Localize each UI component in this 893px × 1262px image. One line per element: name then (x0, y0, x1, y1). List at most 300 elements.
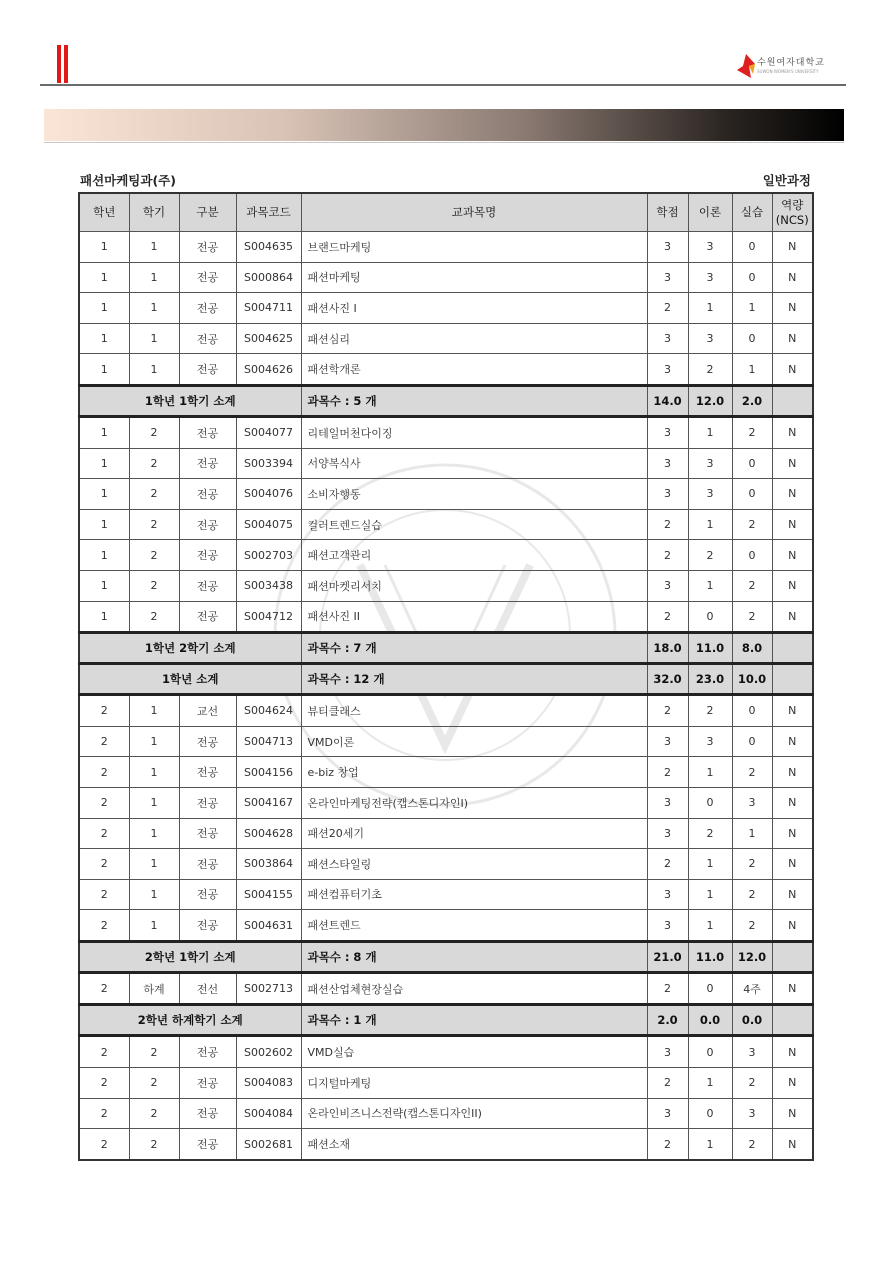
table-cell: S003438 (236, 570, 301, 601)
table-row (79, 354, 813, 386)
table-cell: 3 (647, 726, 688, 757)
subtotal-credits: 14.0 (647, 385, 688, 416)
table-cell: 전공 (179, 787, 236, 818)
table-cell: 1 (688, 509, 732, 540)
subtotal-label: 2학년 1학기 소계 (79, 941, 301, 972)
table-cell: 전공 (179, 448, 236, 479)
column-header: 이론 (688, 193, 732, 232)
table-cell: 2 (79, 910, 129, 942)
table-cell: N (772, 757, 813, 788)
table-cell: 2 (79, 1129, 129, 1160)
table-cell: 서양복식사 (301, 448, 647, 479)
table-cell: 하계 (129, 972, 179, 1005)
table-cell: S000864 (236, 262, 301, 293)
subtotal-empty (772, 941, 813, 972)
table-cell: S004155 (236, 879, 301, 910)
column-header: 구분 (179, 193, 236, 232)
table-cell: 1 (732, 818, 772, 849)
table-cell: 패션심리 (301, 323, 647, 354)
subtotal-empty (772, 1005, 813, 1036)
table-cell: 2 (129, 570, 179, 601)
table-cell: 3 (688, 448, 732, 479)
table-cell: N (772, 323, 813, 354)
table-cell: 전선 (179, 972, 236, 1005)
table-cell: S004626 (236, 354, 301, 386)
table-cell: 1 (688, 416, 732, 448)
university-logo (737, 52, 845, 82)
table-cell: 1 (129, 232, 179, 263)
table-cell: S004712 (236, 601, 301, 633)
table-cell: 0 (688, 1098, 732, 1129)
table-cell: N (772, 293, 813, 324)
table-cell: 1 (129, 787, 179, 818)
table-cell: 2 (647, 1129, 688, 1160)
table-cell: 1 (129, 910, 179, 942)
table-cell: 1 (79, 479, 129, 510)
table-cell: 전공 (179, 818, 236, 849)
table-cell: 패션트렌드 (301, 910, 647, 942)
table-cell: S004083 (236, 1068, 301, 1099)
subtotal-count: 과목수 : 7 개 (301, 633, 647, 664)
table-cell: 3 (647, 787, 688, 818)
table-cell: N (772, 1068, 813, 1099)
table-cell: 2 (647, 293, 688, 324)
table-row (79, 1129, 813, 1160)
table-cell: VMD실습 (301, 1036, 647, 1068)
table-cell: 1 (79, 540, 129, 571)
table-cell: N (772, 879, 813, 910)
table-cell: 1 (129, 849, 179, 880)
table-cell: 1 (79, 323, 129, 354)
table-cell: 2 (129, 1036, 179, 1068)
table-cell: 전공 (179, 293, 236, 324)
subtotal-theory: 0.0 (688, 1005, 732, 1036)
table-cell: 2 (732, 879, 772, 910)
table-cell: 3 (688, 232, 732, 263)
table-cell: N (772, 726, 813, 757)
table-cell: 전공 (179, 910, 236, 942)
table-cell: 2 (129, 509, 179, 540)
table-cell: 2 (79, 1036, 129, 1068)
table-cell: 전공 (179, 601, 236, 633)
table-cell: 리테일머천다이징 (301, 416, 647, 448)
table-cell: 3 (647, 323, 688, 354)
column-header: 과목코드 (236, 193, 301, 232)
table-cell: 2 (732, 1129, 772, 1160)
table-cell: 2 (129, 479, 179, 510)
table-cell: S002681 (236, 1129, 301, 1160)
table-cell: 1 (732, 293, 772, 324)
table-cell: 2 (79, 879, 129, 910)
table-cell: 3 (647, 910, 688, 942)
table-cell: 2 (129, 601, 179, 633)
table-cell: S002703 (236, 540, 301, 571)
table-cell: 3 (647, 232, 688, 263)
table-cell: 교선 (179, 695, 236, 727)
table-cell: 전공 (179, 1098, 236, 1129)
subtotal-row (79, 664, 813, 695)
table-cell: 1 (688, 757, 732, 788)
table-cell: 1 (79, 448, 129, 479)
table-cell: 3 (688, 726, 732, 757)
table-cell: 3 (732, 787, 772, 818)
table-cell: 2 (732, 910, 772, 942)
table-cell: 0 (732, 448, 772, 479)
subtotal-practice: 8.0 (732, 633, 772, 664)
table-cell: S004631 (236, 910, 301, 942)
table-cell: 2 (732, 416, 772, 448)
subtotal-theory: 23.0 (688, 664, 732, 695)
table-cell: 1 (688, 879, 732, 910)
table-row (79, 448, 813, 479)
table-row (79, 601, 813, 633)
table-cell: 2 (647, 1068, 688, 1099)
table-cell: 전공 (179, 879, 236, 910)
table-cell: N (772, 416, 813, 448)
subtotal-practice: 10.0 (732, 664, 772, 695)
table-cell: N (772, 972, 813, 1005)
logo-text: 수원여자대학교 (757, 58, 825, 68)
table-header-row (79, 193, 813, 232)
subtotal-count: 과목수 : 8 개 (301, 941, 647, 972)
table-cell: 1 (79, 601, 129, 633)
subtotal-empty (772, 664, 813, 695)
table-cell: 전공 (179, 262, 236, 293)
table-cell: 전공 (179, 540, 236, 571)
header-divider (40, 84, 846, 86)
university-emblem-icon (737, 54, 755, 78)
column-header: 학년 (79, 193, 129, 232)
table-cell: 패션사진 II (301, 601, 647, 633)
table-cell: 2 (129, 540, 179, 571)
table-cell: 0 (732, 695, 772, 727)
table-cell: 3 (647, 416, 688, 448)
subtotal-label: 1학년 소계 (79, 664, 301, 695)
subtotal-practice: 12.0 (732, 941, 772, 972)
table-cell: S003394 (236, 448, 301, 479)
table-cell: 2 (647, 695, 688, 727)
table-cell: 1 (79, 354, 129, 386)
table-cell: 전공 (179, 354, 236, 386)
table-cell: 2 (79, 972, 129, 1005)
table-cell: 전공 (179, 323, 236, 354)
table-cell: N (772, 1129, 813, 1160)
table-cell: 0 (688, 972, 732, 1005)
table-cell: 전공 (179, 232, 236, 263)
table-cell: 온라인마케팅전략(캡스톤디자인I) (301, 787, 647, 818)
table-row (79, 726, 813, 757)
subtotal-row (79, 385, 813, 416)
table-cell: 전공 (179, 757, 236, 788)
table-row (79, 540, 813, 571)
table-cell: 4주 (732, 972, 772, 1005)
table-cell: 2 (732, 757, 772, 788)
table-row (79, 695, 813, 727)
table-cell: 2 (688, 540, 732, 571)
table-cell: 2 (79, 787, 129, 818)
table-cell: N (772, 787, 813, 818)
table-cell: 1 (688, 1129, 732, 1160)
table-cell: 패션마케팅 (301, 262, 647, 293)
table-cell: 1 (129, 262, 179, 293)
table-row (79, 509, 813, 540)
table-row (79, 910, 813, 942)
table-cell: 2 (129, 416, 179, 448)
table-cell: 패션산업체현장실습 (301, 972, 647, 1005)
table-cell: 패션학개론 (301, 354, 647, 386)
subtotal-count: 과목수 : 1 개 (301, 1005, 647, 1036)
table-cell: 2 (79, 818, 129, 849)
table-cell: 2 (79, 849, 129, 880)
table-cell: 2 (79, 726, 129, 757)
table-cell: 2 (688, 354, 732, 386)
table-cell: 1 (688, 910, 732, 942)
table-cell: 2 (732, 1068, 772, 1099)
table-row (79, 416, 813, 448)
table-cell: N (772, 849, 813, 880)
table-cell: 3 (688, 262, 732, 293)
table-cell: 0 (688, 1036, 732, 1068)
header-accent-bar (57, 45, 61, 83)
table-cell: 2 (79, 757, 129, 788)
table-cell: S004075 (236, 509, 301, 540)
table-cell: S002713 (236, 972, 301, 1005)
table-cell: N (772, 1098, 813, 1129)
table-cell: 1 (79, 570, 129, 601)
subtotal-row (79, 633, 813, 664)
table-cell: 3 (688, 323, 732, 354)
table-cell: 패션스타일링 (301, 849, 647, 880)
table-cell: 2 (647, 601, 688, 633)
table-cell: 3 (647, 262, 688, 293)
table-cell: N (772, 818, 813, 849)
table-cell: 2 (688, 818, 732, 849)
table-cell: 컬러트렌드실습 (301, 509, 647, 540)
table-cell: 2 (129, 1068, 179, 1099)
subtotal-practice: 2.0 (732, 385, 772, 416)
table-cell: 2 (129, 1129, 179, 1160)
table-cell: N (772, 910, 813, 942)
table-cell: S004625 (236, 323, 301, 354)
table-row (79, 879, 813, 910)
table-cell: 0 (732, 262, 772, 293)
table-cell: 1 (129, 757, 179, 788)
table-cell: 3 (647, 818, 688, 849)
table-cell: 1 (79, 509, 129, 540)
table-cell: 3 (647, 879, 688, 910)
table-row (79, 1098, 813, 1129)
table-cell: 2 (647, 509, 688, 540)
table-cell: N (772, 695, 813, 727)
table-cell: 1 (129, 818, 179, 849)
table-cell: 0 (688, 601, 732, 633)
table-cell: 2 (129, 448, 179, 479)
column-header: 학기 (129, 193, 179, 232)
table-cell: 1 (129, 293, 179, 324)
subtotal-practice: 0.0 (732, 1005, 772, 1036)
table-cell: 2 (732, 849, 772, 880)
table-cell: 3 (647, 570, 688, 601)
subtotal-count: 과목수 : 12 개 (301, 664, 647, 695)
table-cell: 전공 (179, 1036, 236, 1068)
table-cell: S004084 (236, 1098, 301, 1129)
department-title: 패션마케팅과(주) (80, 173, 176, 188)
table-cell: N (772, 570, 813, 601)
table-cell: 2 (79, 1068, 129, 1099)
subtotal-count: 과목수 : 5 개 (301, 385, 647, 416)
subtotal-empty (772, 633, 813, 664)
table-cell: 전공 (179, 479, 236, 510)
table-cell: e-biz 창업 (301, 757, 647, 788)
table-cell: 3 (647, 1036, 688, 1068)
table-cell: 전공 (179, 1129, 236, 1160)
table-cell: 0 (732, 232, 772, 263)
table-cell: 3 (647, 448, 688, 479)
table-cell: 2 (79, 695, 129, 727)
table-cell: 1 (79, 416, 129, 448)
table-row (79, 232, 813, 263)
table-cell: 패션20세기 (301, 818, 647, 849)
table-cell: 1 (688, 293, 732, 324)
table-cell: 전공 (179, 570, 236, 601)
table-cell: S004711 (236, 293, 301, 324)
table-cell: 1 (688, 570, 732, 601)
table-row (79, 570, 813, 601)
table-cell: N (772, 448, 813, 479)
subtotal-label: 2학년 하계학기 소계 (79, 1005, 301, 1036)
table-cell: N (772, 262, 813, 293)
subtotal-empty (772, 385, 813, 416)
table-cell: 0 (732, 323, 772, 354)
subtotal-theory: 11.0 (688, 633, 732, 664)
table-cell: S004167 (236, 787, 301, 818)
table-row (79, 1068, 813, 1099)
subtotal-row (79, 941, 813, 972)
table-cell: 뷰티클래스 (301, 695, 647, 727)
table-cell: 1 (79, 232, 129, 263)
table-cell: S004076 (236, 479, 301, 510)
table-cell: 0 (732, 540, 772, 571)
table-cell: 1 (129, 879, 179, 910)
table-cell: 1 (688, 849, 732, 880)
table-cell: 패션사진 I (301, 293, 647, 324)
header-accent-bar (64, 45, 68, 83)
table-row (79, 972, 813, 1005)
table-cell: 3 (732, 1036, 772, 1068)
table-cell: S004624 (236, 695, 301, 727)
table-cell: 1 (129, 323, 179, 354)
course-type-label: 일반과정 (762, 173, 811, 188)
table-cell: 1 (129, 695, 179, 727)
table-cell: 1 (732, 354, 772, 386)
table-cell: 2 (732, 601, 772, 633)
band-divider (44, 142, 844, 143)
table-cell: 패션고객관리 (301, 540, 647, 571)
table-cell: 소비자행동 (301, 479, 647, 510)
subtotal-credits: 32.0 (647, 664, 688, 695)
table-cell: 1 (129, 726, 179, 757)
table-cell: 2 (688, 695, 732, 727)
table-cell: 2 (647, 540, 688, 571)
subtotal-theory: 12.0 (688, 385, 732, 416)
column-header: 역량 (NCS) (772, 193, 813, 232)
subtotal-credits: 2.0 (647, 1005, 688, 1036)
subtotal-credits: 21.0 (647, 941, 688, 972)
table-cell: 1 (129, 354, 179, 386)
table-cell: N (772, 1036, 813, 1068)
table-row (79, 293, 813, 324)
table-cell: VMD이론 (301, 726, 647, 757)
table-cell: 브랜드마케팅 (301, 232, 647, 263)
curriculum-table (78, 192, 814, 1161)
table-cell: 3 (647, 479, 688, 510)
column-header: 실습 (732, 193, 772, 232)
table-cell: S004628 (236, 818, 301, 849)
table-cell: N (772, 540, 813, 571)
table-cell: 전공 (179, 849, 236, 880)
table-cell: S004635 (236, 232, 301, 263)
table-cell: 3 (647, 354, 688, 386)
subtotal-label: 1학년 1학기 소계 (79, 385, 301, 416)
table-cell: 2 (732, 570, 772, 601)
table-cell: 3 (732, 1098, 772, 1129)
table-cell: 1 (688, 1068, 732, 1099)
subtotal-credits: 18.0 (647, 633, 688, 664)
title-band (44, 109, 844, 141)
table-cell: N (772, 601, 813, 633)
table-cell: S003864 (236, 849, 301, 880)
table-row (79, 262, 813, 293)
table-cell: 온라인비즈니스전략(캡스톤디자인II) (301, 1098, 647, 1129)
table-row (79, 479, 813, 510)
column-header: 학점 (647, 193, 688, 232)
table-row (79, 787, 813, 818)
table-cell: 패션마켓리서치 (301, 570, 647, 601)
table-cell: 2 (647, 972, 688, 1005)
subtotal-row (79, 1005, 813, 1036)
table-cell: N (772, 509, 813, 540)
logo-subtext: SUWON WOMEN'S UNIVERSITY (757, 69, 819, 74)
table-cell: 디지털마케팅 (301, 1068, 647, 1099)
table-row (79, 849, 813, 880)
table-cell: 전공 (179, 509, 236, 540)
table-cell: S002602 (236, 1036, 301, 1068)
subtotal-label: 1학년 2학기 소계 (79, 633, 301, 664)
table-cell: 전공 (179, 1068, 236, 1099)
table-cell: N (772, 354, 813, 386)
table-cell: S004077 (236, 416, 301, 448)
table-cell: N (772, 232, 813, 263)
table-cell: 0 (732, 479, 772, 510)
table-cell: 패션소재 (301, 1129, 647, 1160)
table-cell: 0 (732, 726, 772, 757)
table-cell: 전공 (179, 726, 236, 757)
table-row (79, 323, 813, 354)
table-cell: 0 (688, 787, 732, 818)
table-cell: S004713 (236, 726, 301, 757)
table-cell: 1 (79, 293, 129, 324)
table-cell: 2 (129, 1098, 179, 1129)
table-cell: 2 (79, 1098, 129, 1129)
column-header: 교과목명 (301, 193, 647, 232)
table-row (79, 818, 813, 849)
subtotal-theory: 11.0 (688, 941, 732, 972)
table-row (79, 1036, 813, 1068)
table-cell: N (772, 479, 813, 510)
table-cell: S004156 (236, 757, 301, 788)
table-cell: 3 (688, 479, 732, 510)
table-row (79, 757, 813, 788)
